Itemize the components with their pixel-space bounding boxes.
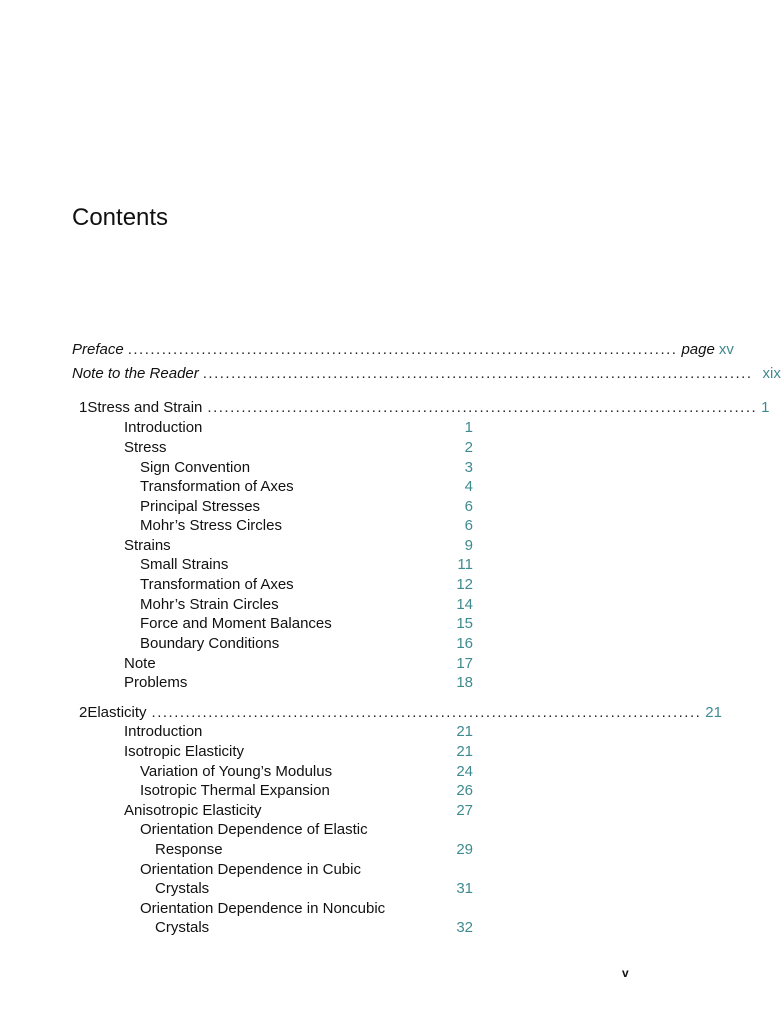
- toc-entry[interactable]: [124, 723, 473, 743]
- toc-entry-label: Note: [124, 655, 156, 672]
- toc-entry[interactable]: [140, 517, 473, 537]
- toc-entry-label: Transformation of Axes: [140, 576, 294, 593]
- toc-entry[interactable]: [124, 802, 473, 822]
- toc-entry-label: Note to the Reader: [72, 365, 199, 382]
- toc-page-number: 9: [464, 537, 473, 554]
- toc-entry-label: Mohr’s Strain Circles: [140, 596, 279, 613]
- toc-page-number: 31: [456, 880, 473, 897]
- toc-entry[interactable]: [124, 419, 473, 439]
- toc-entry[interactable]: [140, 596, 473, 616]
- toc-entry[interactable]: [155, 919, 473, 939]
- toc-page-number: 3: [464, 459, 473, 476]
- toc-entry[interactable]: [124, 439, 473, 459]
- chapter-number: 2: [79, 704, 88, 721]
- toc-entry[interactable]: [140, 635, 473, 655]
- toc-page-number: xv: [718, 341, 734, 358]
- toc-entry[interactable]: [140, 821, 473, 841]
- toc-entry-label: Preface: [72, 341, 124, 358]
- toc-entry-label: Anisotropic Elasticity: [124, 802, 262, 819]
- toc-page-number: 12: [456, 576, 473, 593]
- toc-page-number: 24: [456, 763, 473, 780]
- toc-entry[interactable]: [140, 861, 473, 881]
- toc-entry-label: Response: [155, 841, 223, 858]
- toc-entry-label: Introduction: [124, 419, 203, 436]
- toc-page-number: 18: [456, 674, 473, 691]
- toc-entry[interactable]: [124, 537, 473, 557]
- toc-entry[interactable]: [140, 498, 473, 518]
- chapter-title: Stress and Strain: [87, 399, 203, 416]
- leader-dots: .................................................................................................: [151, 704, 702, 721]
- toc-page-number: xix: [762, 365, 781, 382]
- toc-page-number: 32: [456, 919, 473, 936]
- toc-entry-label: Crystals: [155, 880, 210, 897]
- page-title: Contents: [72, 204, 169, 231]
- toc-preface[interactable]: [72, 341, 734, 361]
- toc-entry[interactable]: [140, 615, 473, 635]
- toc-entry[interactable]: [140, 900, 473, 920]
- toc-entry-label: Isotropic Elasticity: [124, 743, 245, 760]
- toc-entry-label: Orientation Dependence in Cubic: [140, 861, 361, 878]
- toc-entry-label: Stress: [124, 439, 167, 456]
- toc-entry[interactable]: [124, 655, 473, 675]
- toc-page-number: 21: [456, 723, 473, 740]
- toc-page-number: 14: [456, 596, 473, 613]
- toc-page-number: 6: [464, 498, 473, 515]
- leader-dots: .................................................................................................: [202, 365, 753, 382]
- toc-entry-label: Isotropic Thermal Expansion: [140, 782, 330, 799]
- toc-entry-label: Orientation Dependence in Noncubic: [140, 900, 386, 917]
- toc-page-number: 17: [456, 655, 473, 672]
- toc-page-number: 1: [464, 419, 473, 436]
- chapter-title: Elasticity: [87, 704, 147, 721]
- toc-page-number: 15: [456, 615, 473, 632]
- toc-chapter-1[interactable]: [79, 399, 770, 419]
- toc-entry-label: Mohr’s Stress Circles: [140, 517, 282, 534]
- chapter-number: 1: [79, 399, 88, 416]
- toc-page-number: 21: [705, 704, 722, 721]
- toc-page-number: 27: [456, 802, 473, 819]
- page-prefix: page: [681, 341, 715, 358]
- toc-page-number: 4: [464, 478, 473, 495]
- toc-entry-label: Force and Moment Balances: [140, 615, 332, 632]
- page-folio: v: [622, 966, 629, 980]
- toc-entry[interactable]: [155, 841, 473, 861]
- toc-entry[interactable]: [155, 880, 473, 900]
- toc-page-number: 6: [464, 517, 473, 534]
- toc-entry-label: Problems: [124, 674, 188, 691]
- toc-entry-label: Crystals: [155, 919, 210, 936]
- toc-entry[interactable]: [140, 459, 473, 479]
- toc-entry-label: Small Strains: [140, 556, 229, 573]
- toc-entry[interactable]: [140, 576, 473, 596]
- toc-page-number: 11: [457, 556, 473, 573]
- toc-entry-label: Introduction: [124, 723, 203, 740]
- toc-entry[interactable]: [124, 743, 473, 763]
- toc-page-number: 26: [456, 782, 473, 799]
- toc-entry[interactable]: [124, 674, 473, 694]
- leader-dots: .................................................................................................: [127, 341, 678, 358]
- toc-page-number: 16: [456, 635, 473, 652]
- toc-entry-label: Orientation Dependence of Elastic: [140, 821, 368, 838]
- toc-entry[interactable]: [140, 763, 473, 783]
- toc-entry-label: Boundary Conditions: [140, 635, 280, 652]
- toc-page-number: 2: [464, 439, 473, 456]
- toc-entry-label: Strains: [124, 537, 171, 554]
- toc-entry-label: Variation of Young’s Modulus: [140, 763, 333, 780]
- toc-note-to-reader[interactable]: [72, 365, 781, 385]
- toc-page-number: 29: [456, 841, 473, 858]
- toc-entry[interactable]: [140, 556, 473, 576]
- toc-entry[interactable]: [140, 782, 473, 802]
- toc-entry-label: Sign Convention: [140, 459, 251, 476]
- toc-page-number: 1: [761, 399, 770, 416]
- toc-entry-label: Principal Stresses: [140, 498, 261, 515]
- toc-entry-label: Transformation of Axes: [140, 478, 294, 495]
- toc-page-number: 21: [456, 743, 473, 760]
- toc-entry[interactable]: [140, 478, 473, 498]
- leader-dots: .................................................................................................: [207, 399, 758, 416]
- toc-chapter-2[interactable]: [79, 704, 722, 724]
